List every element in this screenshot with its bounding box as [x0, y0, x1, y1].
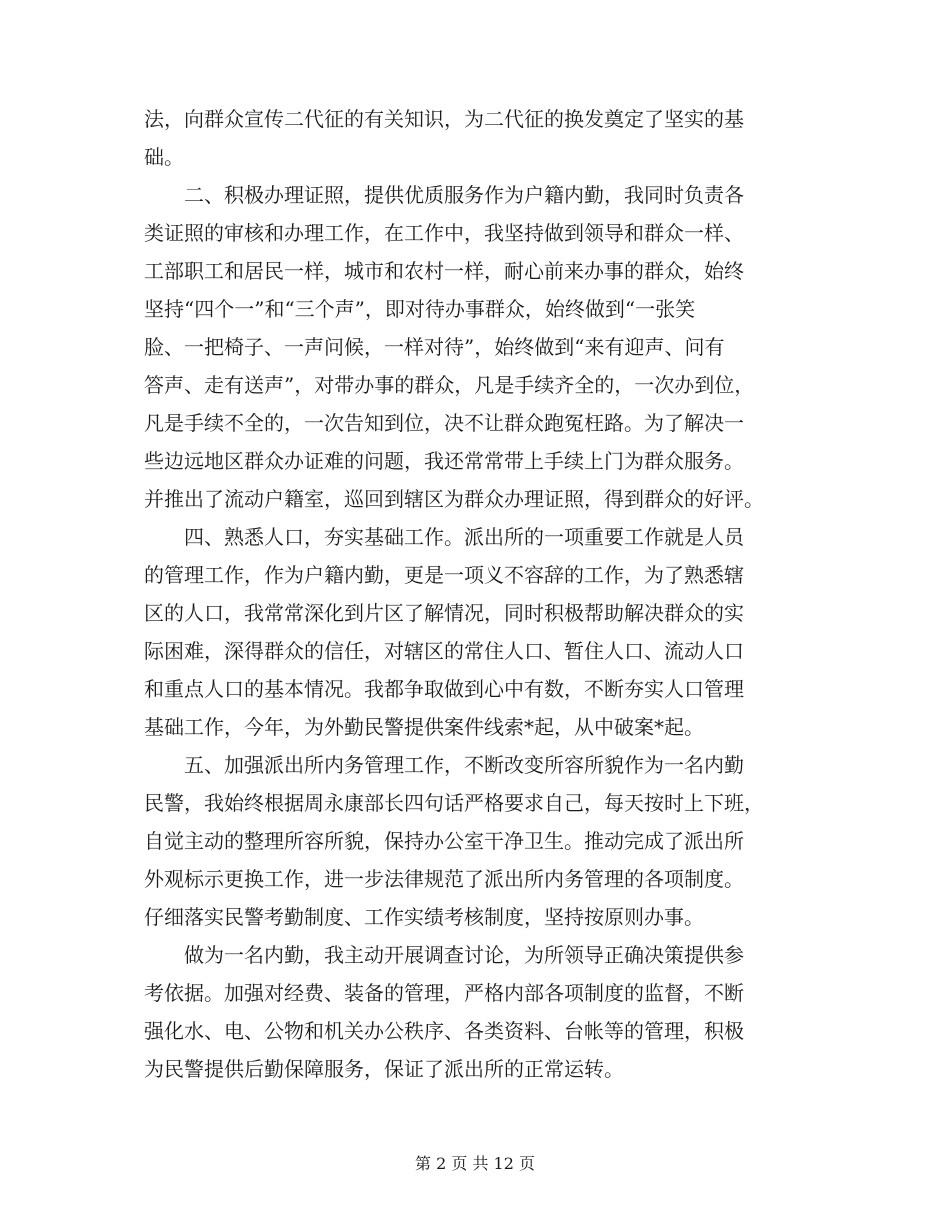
text-line: 外观标示更换工作，进一步法律规范了派出所内务管理的各项制度。 — [144, 867, 744, 891]
text-line: 坚持“四个一”和“三个声”，即对待办事群众，始终做到“一张笑 — [144, 297, 696, 321]
text-line: 民警，我始终根据周永康部长四句话严格要求自己，每天按时上下班， — [144, 791, 764, 815]
page-number-footer: 第 2 页 共 12 页 — [415, 1154, 535, 1173]
text-line: 和重点人口的基本情况。我都争取做到心中有数，不断夯实人口管理 — [144, 677, 744, 701]
document-body — [144, 100, 809, 1088]
text-line: 答声、走有送声”，对带办事的群众，凡是手续齐全的，一次办到位， — [144, 373, 755, 397]
text-line: 的管理工作，作为户籍内勤，更是一项义不容辞的工作，为了熟悉辖 — [144, 563, 744, 587]
paragraph-start-line: 二、积极办理证照，提供优质服务作为户籍内勤，我同时负责各 — [184, 183, 744, 207]
paragraph-start-line: 四、熟悉人口，夯实基础工作。派出所的一项重要工作就是人员 — [184, 525, 744, 549]
text-line: 际困难，深得群众的信任，对辖区的常住人口、暂住人口、流动人口 — [144, 639, 744, 663]
text-line: 些边远地区群众办证难的问题，我还常常带上手续上门为群众服务。 — [144, 449, 744, 473]
text-line: 仔细落实民警考勤制度、工作实绩考核制度，坚持按原则办事。 — [144, 905, 704, 929]
text-line: 考依据。加强对经费、装备的管理，严格内部各项制度的监督，不断 — [144, 981, 744, 1005]
text-line: 并推出了流动户籍室，巡回到辖区为群众办理证照，得到群众的好评。 — [144, 487, 764, 511]
text-line: 基础工作，今年，为外勤民警提供案件线索*起，从中破案*起。 — [144, 715, 704, 739]
text-line: 脸、一把椅子、一声问候，一样对待”，始终做到“来有迎声、问有 — [144, 335, 725, 359]
text-line: 础。 — [144, 145, 184, 169]
text-line: 为民警提供后勤保障服务，保证了派出所的正常运转。 — [144, 1057, 624, 1081]
text-line: 自觉主动的整理所容所貌，保持办公室干净卫生。推动完成了派出所 — [144, 829, 744, 853]
text-line: 区的人口，我常常深化到片区了解情况，同时积极帮助解决群众的实 — [144, 601, 744, 625]
paragraph-start-line: 五、加强派出所内务管理工作，不断改变所容所貌作为一名内勤 — [184, 753, 744, 777]
text-line: 类证照的审核和办理工作，在工作中，我坚持做到领导和群众一样、 — [144, 221, 744, 245]
text-line: 凡是手续不全的，一次告知到位，决不让群众跑冤枉路。为了解决一 — [144, 411, 744, 435]
text-line: 强化水、电、公物和机关办公秩序、各类资料、台帐等的管理，积极 — [144, 1019, 744, 1043]
text-line: 工部职工和居民一样，城市和农村一样，耐心前来办事的群众，始终 — [144, 259, 744, 283]
paragraph-start-line: 做为一名内勤，我主动开展调查讨论，为所领导正确决策提供参 — [184, 943, 744, 967]
text-line: 法，向群众宣传二代征的有关知识，为二代征的换发奠定了坚实的基 — [144, 107, 744, 131]
